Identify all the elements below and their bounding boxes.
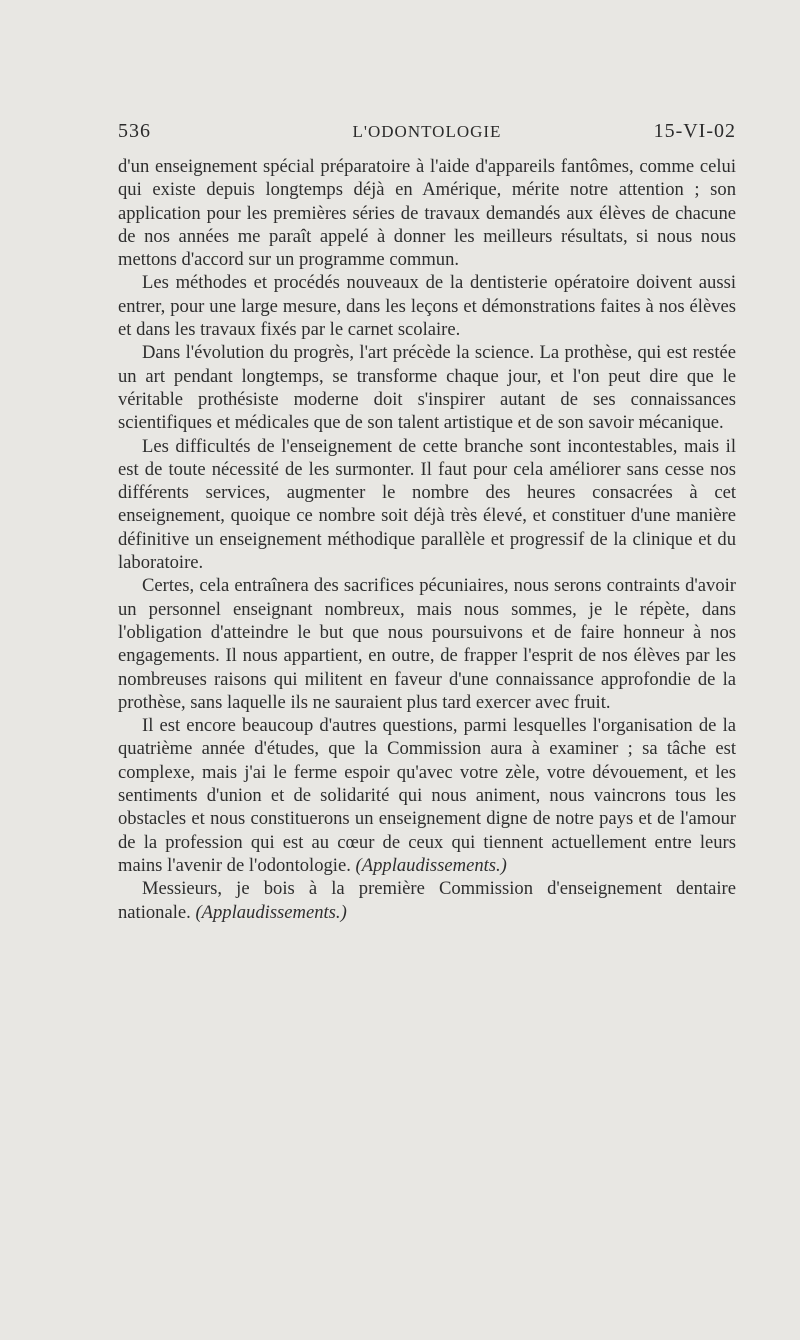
paragraph-text: Messieurs, je bois à la première Commission d'enseignement dentaire nationale. [118, 878, 736, 923]
page-number: 536 [118, 120, 151, 142]
applause-note: (Applaudissements.) [195, 901, 347, 923]
paragraph-text: Certes, cela entraînera des sacrifices pécuniaires, nous serons contraints d'avoir un personnel enseignant nombreux, mais nous sommes, je le répète, dans l'obligation d'atteindre le but que nous poursuivons et de faire honneur à nos engagements. Il nous appartient, en outre, de frapper l'esprit de nos élèves par les nombreuses raisons qui militent en faveur d'une connaissance approfondie de la prothèse, sans laquelle ils ne sauraient plus tard exercer avec fruit. [118, 575, 736, 713]
paragraph-text: Les difficultés de l'enseignement de cette branche sont incontestables, mais il est de toute nécessité de les surmonter. Il faut pour cela améliorer sans cesse nos différents services, augmenter le nombre des heures consacrées à cet enseignement, quoique ce nombre soit déjà très élevé, et constituer d'une manière définitive un enseignement méthodique parallèle et progressif de la clinique et du laboratoire. [118, 435, 736, 574]
applause-note: (Applaudissements.) [355, 854, 507, 876]
paragraph [118, 271, 736, 341]
journal-title: L'ODONTOLOGIE [352, 122, 502, 141]
issue-date: 15-VI-02 [653, 120, 736, 142]
paragraph [118, 341, 736, 434]
running-header [118, 120, 736, 148]
paragraph [118, 435, 736, 575]
paragraph [118, 714, 736, 877]
paragraph [118, 574, 736, 714]
paragraph-text: Dans l'évolution du progrès, l'art précède la science. La prothèse, qui est restée un art pendant longtemps, se transforme chaque jour, et l'on peut dire que le véritable prothésiste moderne doit s'inspirer autant de ses connaissances scientifiques et médicales que de son talent artistique et de son savoir mécanique. [118, 342, 736, 434]
paragraph-text: d'un enseignement spécial préparatoire à l'aide d'appareils fantômes, comme celui qui existe depuis longtemps déjà en Amérique, mérite notre attention ; son application pour les premières séries de travaux demandés aux élèves de chacune de nos années me paraît appelé à donner les meilleurs résultats, si nous nous mettons d'accord sur un programme commun. [118, 156, 736, 271]
paragraph-text: Il est encore beaucoup d'autres questions, parmi lesquelles l'organisation de la quatrième année d'études, que la Commission aura à examiner ; sa tâche est complexe, mais j'ai le ferme espoir qu'avec votre zèle, votre dévouement, et les sentiments d'union et de solidarité qui nous animent, nous vaincrons tous les obstacles et nous constituerons un enseignement digne de notre pays et de l'amour de la profession qui est au cœur de ceux qui tiennent actuellement entre leurs mains l'avenir de l'odontologie. [118, 715, 736, 876]
paragraph [118, 877, 736, 924]
paragraph-text: Les méthodes et procédés nouveaux de la dentisterie opératoire doivent aussi entrer, pour une large mesure, dans les leçons et démonstrations faites à nos élèves et dans les travaux fixés par le carnet scolaire. [118, 272, 736, 341]
paragraph [118, 155, 736, 271]
body-text [118, 155, 736, 924]
